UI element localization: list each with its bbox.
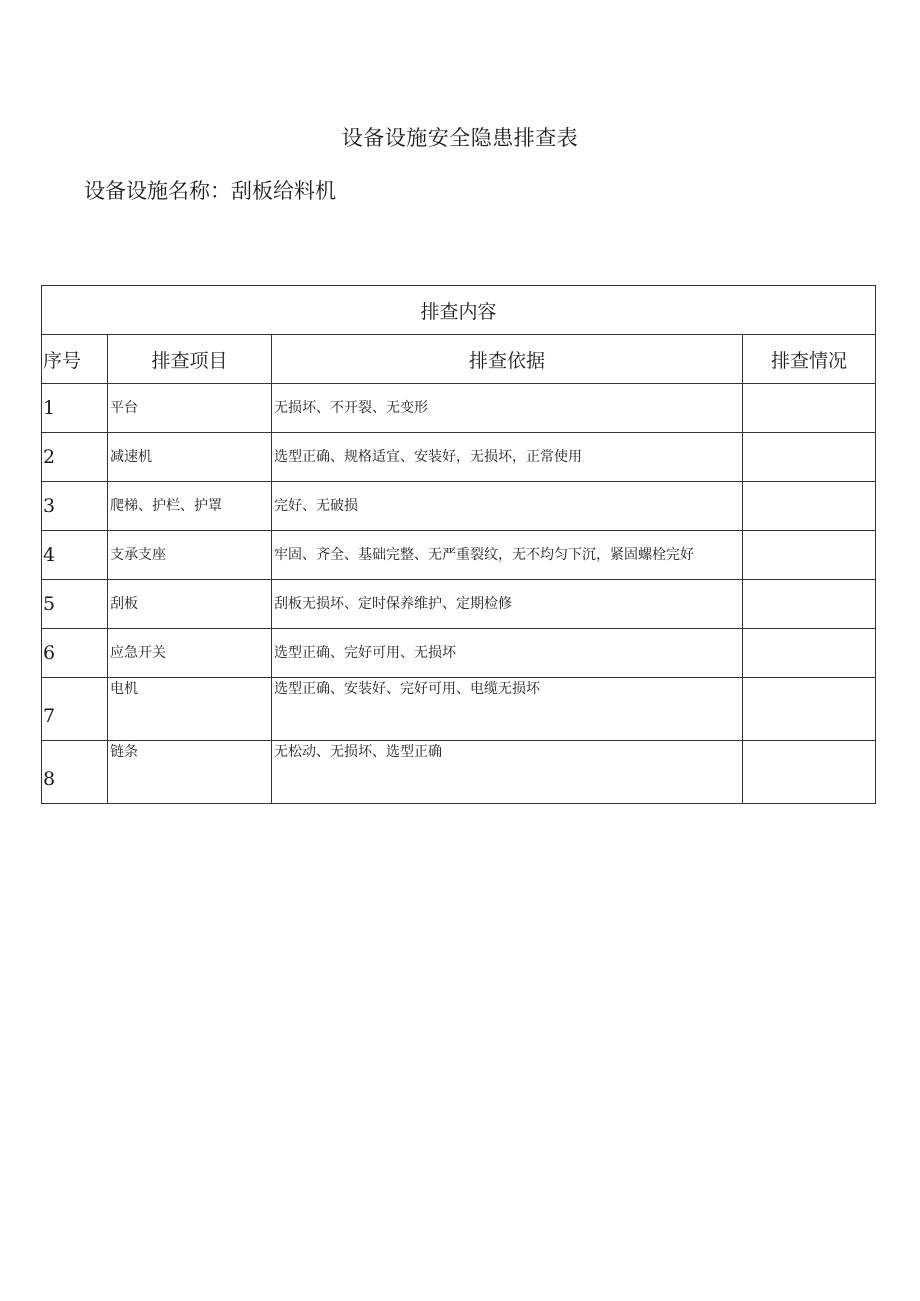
row-item: 平台 xyxy=(108,384,272,433)
row-no: 4 xyxy=(42,531,108,580)
row-item: 爬梯、护栏、护罩 xyxy=(108,482,272,531)
table-row xyxy=(42,384,876,433)
table-row xyxy=(42,629,876,678)
row-basis: 无损坏、不开裂、无变形 xyxy=(272,384,743,433)
row-basis: 刮板无损坏、定时保养维护、定期检修 xyxy=(272,580,743,629)
row-basis: 完好、无破损 xyxy=(272,482,743,531)
row-basis: 选型正确、完好可用、无损坏 xyxy=(272,629,743,678)
header-item: 排查项目 xyxy=(108,335,272,384)
row-status[interactable] xyxy=(743,384,876,433)
row-item: 刮板 xyxy=(108,580,272,629)
row-no: 3 xyxy=(42,482,108,531)
row-status[interactable] xyxy=(743,433,876,482)
header-status: 排查情况 xyxy=(743,335,876,384)
row-item: 链条 xyxy=(108,741,272,804)
row-item: 支承支座 xyxy=(108,531,272,580)
table-caption: 排查内容 xyxy=(42,286,876,335)
row-status[interactable] xyxy=(743,629,876,678)
row-status[interactable] xyxy=(743,678,876,741)
row-status[interactable] xyxy=(743,482,876,531)
row-no: 1 xyxy=(42,384,108,433)
header-basis: 排查依据 xyxy=(272,335,743,384)
row-item: 应急开关 xyxy=(108,629,272,678)
table-row xyxy=(42,678,876,741)
header-no: 序号 xyxy=(42,335,108,384)
row-basis: 牢固、齐全、基础完整、无严重裂纹，无不均匀下沉，紧固螺栓完好 xyxy=(272,531,743,580)
table-row xyxy=(42,580,876,629)
row-no: 8 xyxy=(42,741,108,804)
document-title: 设备设施安全隐患排查表 xyxy=(341,126,579,150)
row-basis: 选型正确、规格适宜、安装好，无损坏，正常使用 xyxy=(272,433,743,482)
row-basis: 无松动、无损坏、选型正确 xyxy=(272,741,743,804)
row-status[interactable] xyxy=(743,580,876,629)
table-row xyxy=(42,531,876,580)
table-caption-row xyxy=(42,286,876,335)
row-no: 2 xyxy=(42,433,108,482)
table-row xyxy=(42,482,876,531)
table-row xyxy=(42,433,876,482)
table-row xyxy=(42,741,876,804)
table-header-row xyxy=(42,335,876,384)
inspection-table xyxy=(41,285,876,804)
row-no: 5 xyxy=(42,580,108,629)
row-item: 电机 xyxy=(108,678,272,741)
row-status[interactable] xyxy=(743,741,876,804)
row-basis: 选型正确、安装好、完好可用、电缆无损坏 xyxy=(272,678,743,741)
row-item: 减速机 xyxy=(108,433,272,482)
row-no: 6 xyxy=(42,629,108,678)
row-no: 7 xyxy=(42,678,108,741)
row-status[interactable] xyxy=(743,531,876,580)
equipment-name-line: 设备设施名称：刮板给料机 xyxy=(84,179,336,203)
